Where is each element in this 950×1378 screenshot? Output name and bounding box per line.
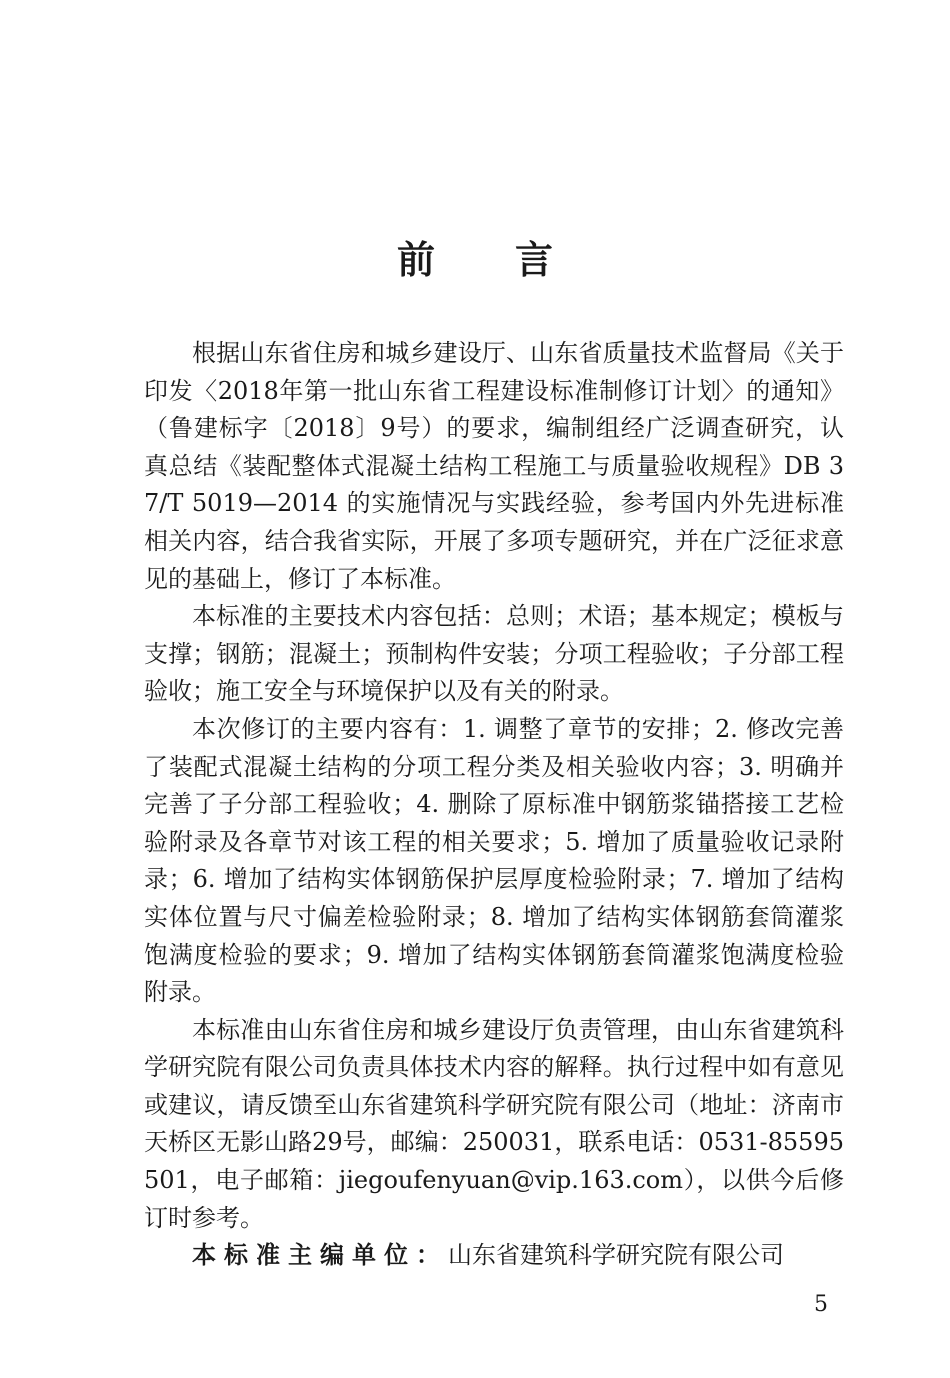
chief-editor-line [144, 1237, 844, 1275]
preface-body [144, 335, 844, 1275]
page-title [0, 232, 950, 288]
title-char-2: 言 [515, 237, 554, 282]
paragraph-management: 本标准由山东省住房和城乡建设厅负责管理，由山东省建筑科学研究院有限公司负责具体技术内容的解释。执行过程中如有意见或建议，请反馈至山东省建筑科学研究院有限公司（地址：济南市天桥区无影山路29号，邮编：250031，联系电话：0531-85595501，电子邮箱：jiegoufenyuan@vip.163.com），以供今后修订时参考。 [144, 1015, 844, 1232]
paragraph-background: 根据山东省住房和城乡建设厅、山东省质量技术监督局《关于印发〈2018年第一批山东省工程建设标准制修订计划〉的通知》（鲁建标字〔2018〕9号）的要求，编制组经广泛调查研究，认真总结《装配整体式混凝土结构工程施工与质量验收规程》DB 37/T 5019—2014 的实施情况与实践经验，参考国内外先进标准相关内容，结合我省实际，开展了多项专题研究，并在广泛征求意见的基础上，修订了本标准。 [144, 339, 844, 593]
chief-editor-value: 山东省建筑科学研究院有限公司 [448, 1241, 784, 1270]
page-number: 5 [814, 1292, 828, 1317]
paragraph-main-content: 本标准的主要技术内容包括：总则；术语；基本规定；模板与支撑；钢筋；混凝土；预制构件安装；分项工程验收；子分部工程验收；施工安全与环境保护以及有关的附录。 [144, 602, 844, 706]
chief-editor-label: 本标准主编单位： [192, 1241, 448, 1270]
paragraph-revisions: 本次修订的主要内容有：1. 调整了章节的安排；2. 修改完善了装配式混凝土结构的分项工程分类及相关验收内容；3. 明确并完善了子分部工程验收；4. 删除了原标准中钢筋浆锚搭接工艺检验附录及各章节对该工程的相关要求；5. 增加了质量验收记录附录；6. 增加了结构实体钢筋保护层厚度检验附录；7. 增加了结构实体位置与尺寸偏差检验附录；8. 增加了结构实体钢筋套筒灌浆饱满度检验的要求；9. 增加了结构实体钢筋套筒灌浆饱满度检验附录。 [144, 714, 844, 1007]
title-char-1: 前 [396, 237, 435, 282]
